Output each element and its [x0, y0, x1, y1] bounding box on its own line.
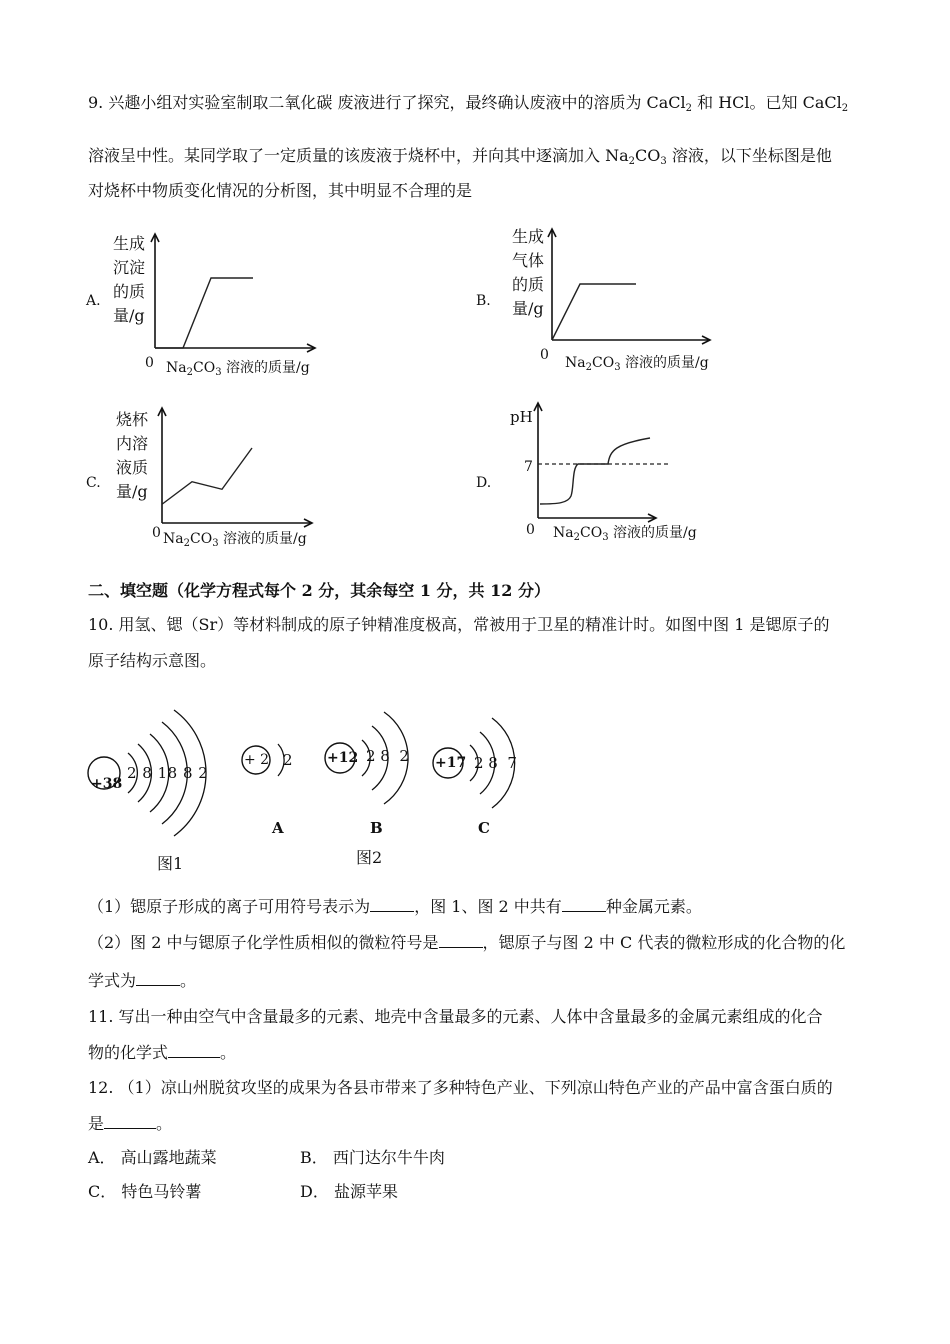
- atom-b-nucleus-charge: +12: [327, 750, 359, 766]
- atom-a-shells: 2: [283, 751, 293, 769]
- q11-blank[interactable]: [168, 1043, 220, 1058]
- graph-a: [155, 232, 355, 362]
- figure-1-caption: 图1: [157, 854, 184, 873]
- graph-b-xlabel: $Na_2CO_3$ 溶液的质量/g: [565, 355, 709, 373]
- graph-b-option: B.: [476, 293, 491, 309]
- q12-blank[interactable]: [104, 1114, 156, 1129]
- graph-a-origin: 0: [145, 355, 154, 371]
- q10-sub2-cont: 学式为 。: [88, 971, 197, 990]
- graph-c-origin: 0: [152, 525, 161, 541]
- q12-option-a[interactable]: A． 高山露地蔬菜: [88, 1148, 217, 1167]
- q10-line2: 原子结构示意图。: [88, 651, 217, 670]
- graph-d-origin: 0: [526, 522, 535, 538]
- atom-b-label: B: [370, 819, 383, 837]
- q10-sub1: （1）锶原子形成的离子可用符号表示为 ，图 1、图 2 中共有 种金属元素。: [88, 897, 702, 916]
- graph-a-ylabel: 生成 沉淀 的质 量/g: [113, 234, 146, 325]
- q11-line2: 物的化学式 。: [88, 1043, 237, 1062]
- graph-c-curve: [162, 448, 252, 504]
- atom-c-nucleus-charge: +17: [435, 755, 467, 771]
- q12-line1: 12. （1）凉山州脱贫攻坚的成果为各县市带来了多种特色产业、下列凉山特色产业的产品中富含蛋白质的: [88, 1078, 833, 1097]
- graph-a-xlabel: $Na_2CO_3$ 溶液的质量/g: [166, 360, 310, 378]
- atom-c-shells: 2 8 7: [474, 754, 517, 772]
- atom-a-nucleus-charge: + 2: [244, 752, 270, 768]
- q10-blank-count[interactable]: [562, 897, 606, 912]
- q9-line2: 溶液呈中性。某同学取了一定质量的该废液于烧杯中，并向其中逐滴加入 $Na_2CO_3$ 溶液，以下坐标图是他: [88, 146, 832, 167]
- graph-c-ylabel: 烧杯 内溶 液质 量/g: [116, 410, 149, 501]
- q10-blank-symbol[interactable]: [439, 933, 483, 948]
- graph-c: [162, 405, 362, 535]
- q10-line1: 10. 用氢、锶（Sr）等材料制成的原子钟精准度极高，常被用于卫星的精准计时。如图中图 1 是锶原子的: [88, 615, 830, 634]
- graph-d-curve: [540, 438, 650, 504]
- q12-line2: 是 。: [88, 1114, 173, 1133]
- graph-a-option: A.: [86, 293, 101, 309]
- atom-b-shells: 2 8 2: [366, 747, 409, 765]
- graph-d-ref-label: 7: [524, 459, 533, 475]
- q10-blank-ion[interactable]: [370, 897, 414, 912]
- q10-blank-formula[interactable]: [136, 971, 180, 986]
- graph-d: [538, 400, 738, 530]
- graph-b-ylabel: 生成 气体 的质 量/g: [512, 227, 545, 318]
- graph-b: [552, 228, 752, 358]
- q12-option-c[interactable]: C． 特色马铃薯: [88, 1182, 202, 1201]
- graph-b-origin: 0: [540, 347, 549, 363]
- atom-c-label: C: [478, 819, 490, 837]
- q10-sub2: （2）图 2 中与锶原子化学性质相似的微粒符号是 ，锶原子与图 2 中 C 代表的微粒形成的化合物的化: [88, 933, 846, 952]
- atom-a-label: A: [272, 819, 284, 837]
- q11-line1: 11. 写出一种由空气中含量最多的元素、地壳中含量最多的元素、人体中含量最多的金属元素组成的化合: [88, 1007, 823, 1026]
- graph-a-curve: [155, 278, 253, 348]
- figure-2-caption: 图2: [356, 848, 383, 867]
- sr-shells: 2 8 18 8 2: [127, 764, 209, 782]
- graph-c-xlabel: $Na_2CO_3$ 溶液的质量/g: [163, 531, 307, 549]
- graph-d-xlabel: $Na_2CO_3$ 溶液的质量/g: [553, 525, 697, 543]
- q9-line1: 9. 兴趣小组对实验室制取二氧化碳 废液进行了探究，最终确认废液中的溶质为 CaCl$_2$ 和 HCl。已知 CaCl$_2$: [88, 93, 849, 114]
- sr-nucleus-charge: +38: [91, 776, 123, 792]
- section-title: 二、填空题（化学方程式每个 2 分，其余每空 1 分，共 12 分）: [88, 581, 550, 600]
- graph-b-curve: [552, 284, 636, 340]
- graph-d-ylabel: pH: [510, 408, 533, 426]
- q9-line3: 对烧杯中物质变化情况的分析图，其中明显不合理的是: [88, 181, 473, 200]
- graph-d-option: D.: [476, 475, 492, 491]
- graph-c-option: C.: [86, 475, 101, 491]
- q12-option-b[interactable]: B． 西门达尔牛牛肉: [300, 1148, 445, 1167]
- q12-option-d[interactable]: D． 盐源苹果: [300, 1182, 398, 1201]
